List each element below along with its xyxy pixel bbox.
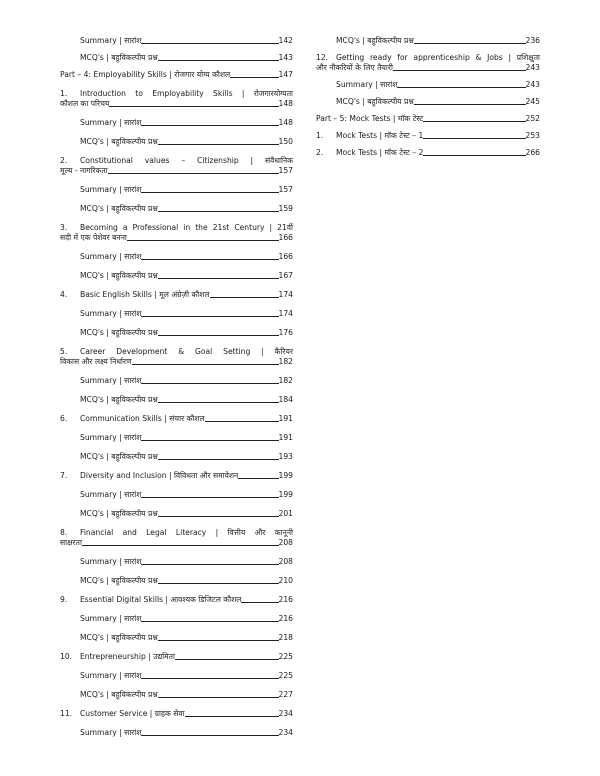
toc-subentry[interactable]	[60, 328, 293, 338]
toc-chapter[interactable]	[60, 652, 293, 662]
page-number: 148	[278, 118, 293, 127]
page-number: 216	[278, 595, 293, 604]
page-number: 236	[525, 36, 540, 45]
page-number: 193	[278, 452, 293, 461]
chapter-title: Communication Skills | संचार कौशल	[80, 414, 205, 423]
entry-title: Summary | सारांश	[80, 309, 142, 318]
page-number: 234	[278, 728, 293, 737]
entry-title: MCQ's | बहुविकल्पीय प्रश्न	[336, 36, 414, 45]
entry-title: Summary | सारांश	[80, 490, 142, 499]
chapter-number: 5.	[60, 347, 68, 356]
dot-leader	[158, 211, 279, 212]
toc-chapter[interactable]	[316, 148, 540, 158]
chapter-title-line2: कौशल का परिचय	[60, 99, 110, 108]
page-number: 234	[278, 709, 293, 718]
toc-subentry[interactable]	[60, 185, 293, 195]
entry-title: Summary | सारांश	[80, 433, 142, 442]
toc-part-heading[interactable]	[60, 70, 293, 80]
toc-chapter[interactable]	[60, 528, 293, 548]
chapter-title: Essential Digital Skills | आवश्यक डिजिटल कौशल	[80, 595, 242, 604]
page-number: 225	[278, 652, 293, 661]
dot-leader	[141, 125, 278, 126]
dot-leader	[141, 316, 278, 317]
toc-subentry[interactable]	[60, 633, 293, 643]
dot-leader	[158, 640, 279, 641]
chapter-number: 9.	[60, 595, 68, 604]
dot-leader	[175, 659, 279, 660]
chapter-number: 8.	[60, 528, 68, 537]
page-number: 167	[278, 271, 293, 280]
chapter-number: 1.	[316, 131, 324, 140]
toc-subentry[interactable]	[60, 309, 293, 319]
dot-leader	[109, 106, 278, 107]
dot-leader	[141, 192, 278, 193]
entry-title: MCQ's | बहुविकल्पीय प्रश्न	[80, 328, 158, 337]
chapter-title-line2: और नौकरियों के लिए तैयारी	[316, 63, 393, 72]
toc-subentry[interactable]	[60, 376, 293, 386]
page-number: 166	[278, 233, 293, 242]
page-number: 218	[278, 633, 293, 642]
entry-title: Summary | सारांश	[80, 671, 142, 680]
chapter-title-line2: साक्षरता	[60, 538, 82, 547]
dot-leader	[393, 70, 526, 71]
toc-subentry[interactable]	[316, 97, 540, 107]
entry-title: MCQ's | बहुविकल्पीय प्रश्न	[80, 271, 158, 280]
entry-title: MCQ's | बहुविकल्पीय प्रश्न	[80, 137, 158, 146]
page-number: 191	[278, 433, 293, 442]
toc-subentry[interactable]	[316, 80, 540, 90]
toc-chapter[interactable]	[60, 347, 293, 367]
dot-leader	[141, 735, 278, 736]
entry-title: Summary | सारांश	[80, 118, 142, 127]
toc-subentry[interactable]	[60, 137, 293, 147]
chapter-title-line1: Financial and Legal Literacy | वित्तीय और कानूनी	[80, 528, 293, 537]
chapter-number: 6.	[60, 414, 68, 423]
entry-title: MCQ's | बहुविकल्पीय प्रश्न	[80, 452, 158, 461]
dot-leader	[141, 259, 278, 260]
page-number: 148	[278, 99, 293, 108]
entry-title: Summary | सारांश	[80, 185, 142, 194]
toc-subentry[interactable]	[60, 728, 293, 738]
chapter-title-line1: Becoming a Professional in the 21st Century | 21वीं	[80, 223, 293, 232]
toc-chapter[interactable]	[60, 595, 293, 605]
dot-leader	[158, 402, 279, 403]
dot-leader	[158, 697, 279, 698]
dot-leader	[414, 104, 526, 105]
page-number: 208	[278, 538, 293, 547]
dot-leader	[158, 60, 279, 61]
chapter-title-line1: Getting ready for apprenticeship & Jobs | प्रशिक्षुता	[336, 53, 540, 62]
toc-subentry[interactable]	[60, 671, 293, 681]
page-number: 159	[278, 204, 293, 213]
page-number: 182	[278, 376, 293, 385]
dot-leader	[141, 383, 278, 384]
entry-title: Summary | सारांश	[80, 614, 142, 623]
toc-chapter[interactable]	[60, 709, 293, 719]
toc-part-heading[interactable]	[316, 114, 540, 124]
toc-chapter[interactable]	[60, 414, 293, 424]
dot-leader	[238, 478, 278, 479]
page-number: 245	[525, 97, 540, 106]
dot-leader	[423, 138, 525, 139]
dot-leader	[141, 564, 278, 565]
page-number: 157	[278, 166, 293, 175]
dot-leader	[127, 240, 279, 241]
page-number: 216	[278, 614, 293, 623]
dot-leader	[141, 440, 278, 441]
dot-leader	[158, 583, 279, 584]
toc-subentry[interactable]	[60, 433, 293, 443]
entry-title: Summary | सारांश	[80, 557, 142, 566]
dot-leader	[230, 77, 278, 78]
page-number: 157	[278, 185, 293, 194]
chapter-title: Basic English Skills | मूल अंग्रेज़ी कौशल	[80, 290, 210, 299]
toc-left-column	[60, 36, 293, 738]
entry-title: MCQ's | बहुविकल्पीय प्रश्न	[80, 204, 158, 213]
page-number: 225	[278, 671, 293, 680]
entry-title: MCQ's | बहुविकल्पीय प्रश्न	[80, 53, 158, 62]
chapter-number: 4.	[60, 290, 68, 299]
page-number: 252	[525, 114, 540, 123]
toc-chapter[interactable]	[60, 290, 293, 300]
entry-title: Part – 5: Mock Tests | मॉक टेस्ट	[316, 114, 424, 123]
dot-leader	[158, 516, 279, 517]
toc-chapter[interactable]	[316, 53, 540, 73]
entry-title: MCQ's | बहुविकल्पीय प्रश्न	[80, 395, 158, 404]
toc-subentry[interactable]	[60, 490, 293, 500]
dot-leader	[423, 155, 525, 156]
page-number: 199	[278, 490, 293, 499]
page-number: 227	[278, 690, 293, 699]
toc-subentry[interactable]	[60, 53, 293, 63]
chapter-title-line1: Career Development & Goal Setting | कैरियर	[80, 347, 293, 356]
page-number: 150	[278, 137, 293, 146]
entry-title: Part – 4: Employability Skills | रोजगार योग्य कौशल	[60, 70, 231, 79]
chapter-number: 2.	[316, 148, 324, 157]
toc-subentry[interactable]	[60, 614, 293, 624]
dot-leader	[185, 716, 279, 717]
toc-chapter[interactable]	[60, 89, 293, 109]
entry-title: Summary | सारांश	[80, 376, 142, 385]
dot-leader	[210, 297, 279, 298]
chapter-title: Mock Tests | मॉक टेस्ट – 2	[336, 148, 424, 157]
chapter-title-line1: Constitutional values – Citizenship | संवैधानिक	[80, 156, 293, 165]
entry-title: Summary | सारांश	[336, 80, 398, 89]
chapter-title-line2: विकास और लक्ष्य निर्धारण	[60, 357, 132, 366]
dot-leader	[397, 87, 525, 88]
page-number: 208	[278, 557, 293, 566]
chapter-number: 2.	[60, 156, 68, 165]
dot-leader	[108, 173, 279, 174]
chapter-number: 12.	[316, 53, 329, 62]
dot-leader	[414, 43, 526, 44]
toc-chapter[interactable]	[60, 471, 293, 481]
dot-leader	[205, 421, 279, 422]
page-number: 199	[278, 471, 293, 480]
toc-subentry[interactable]	[60, 36, 293, 46]
page-number: 243	[525, 63, 540, 72]
page-number: 210	[278, 576, 293, 585]
chapter-title-line2: सदी में एक पेशेवर बनना	[60, 233, 127, 242]
toc-chapter[interactable]	[60, 223, 293, 243]
toc-chapter[interactable]	[316, 131, 540, 141]
entry-title: MCQ's | बहुविकल्पीय प्रश्न	[80, 509, 158, 518]
page-number: 147	[278, 70, 293, 79]
page-number: 166	[278, 252, 293, 261]
dot-leader	[141, 43, 278, 44]
toc-subentry[interactable]	[60, 690, 293, 700]
dot-leader	[158, 278, 279, 279]
chapter-number: 1.	[60, 89, 68, 98]
toc-subentry[interactable]	[60, 576, 293, 586]
chapter-title: Customer Service | ग्राहक सेवा	[80, 709, 185, 718]
entry-title: Summary | सारांश	[80, 252, 142, 261]
chapter-number: 11.	[60, 709, 73, 718]
toc-subentry[interactable]	[60, 509, 293, 519]
toc-subentry[interactable]	[60, 395, 293, 405]
entry-title: MCQ's | बहुविकल्पीय प्रश्न	[80, 576, 158, 585]
toc-subentry[interactable]	[60, 557, 293, 567]
toc-subentry[interactable]	[60, 252, 293, 262]
page-number: 266	[525, 148, 540, 157]
chapter-title-line1: Introduction to Employability Skills | रोजगारयोग्यता	[80, 89, 293, 98]
chapter-title: Diversity and Inclusion | विविधता और समावेशन	[80, 471, 239, 480]
entry-title: Summary | सारांश	[80, 728, 142, 737]
toc-subentry[interactable]	[60, 452, 293, 462]
dot-leader	[141, 678, 278, 679]
toc-chapter[interactable]	[60, 156, 293, 176]
chapter-number: 3.	[60, 223, 68, 232]
page-number: 174	[278, 290, 293, 299]
toc-subentry[interactable]	[60, 118, 293, 128]
toc-subentry[interactable]	[60, 271, 293, 281]
toc-subentry[interactable]	[316, 36, 540, 46]
dot-leader	[158, 459, 279, 460]
chapter-number: 10.	[60, 652, 73, 661]
page-number: 184	[278, 395, 293, 404]
dot-leader	[158, 144, 279, 145]
toc-subentry[interactable]	[60, 204, 293, 214]
entry-title: MCQ's | बहुविकल्पीय प्रश्न	[80, 690, 158, 699]
dot-leader	[132, 364, 279, 365]
page-number: 142	[278, 36, 293, 45]
chapter-number: 7.	[60, 471, 68, 480]
page-number: 176	[278, 328, 293, 337]
page-number: 182	[278, 357, 293, 366]
dot-leader	[158, 335, 279, 336]
toc-right-column	[316, 36, 540, 158]
page-number: 174	[278, 309, 293, 318]
dot-leader	[141, 621, 278, 622]
chapter-title: Entrepreneurship | उद्यमिता	[80, 652, 175, 661]
entry-title: Summary | सारांश	[80, 36, 142, 45]
dot-leader	[423, 121, 525, 122]
page-number: 253	[525, 131, 540, 140]
page-number: 143	[278, 53, 293, 62]
chapter-title-line2: मूल्य - नागरिकता	[60, 166, 108, 175]
entry-title: MCQ's | बहुविकल्पीय प्रश्न	[80, 633, 158, 642]
page-number: 243	[525, 80, 540, 89]
dot-leader	[141, 497, 278, 498]
dot-leader	[241, 602, 278, 603]
entry-title: MCQ's | बहुविकल्पीय प्रश्न	[336, 97, 414, 106]
page-number: 201	[278, 509, 293, 518]
chapter-title: Mock Tests | मॉक टेस्ट – 1	[336, 131, 424, 140]
dot-leader	[82, 545, 279, 546]
page-number: 191	[278, 414, 293, 423]
